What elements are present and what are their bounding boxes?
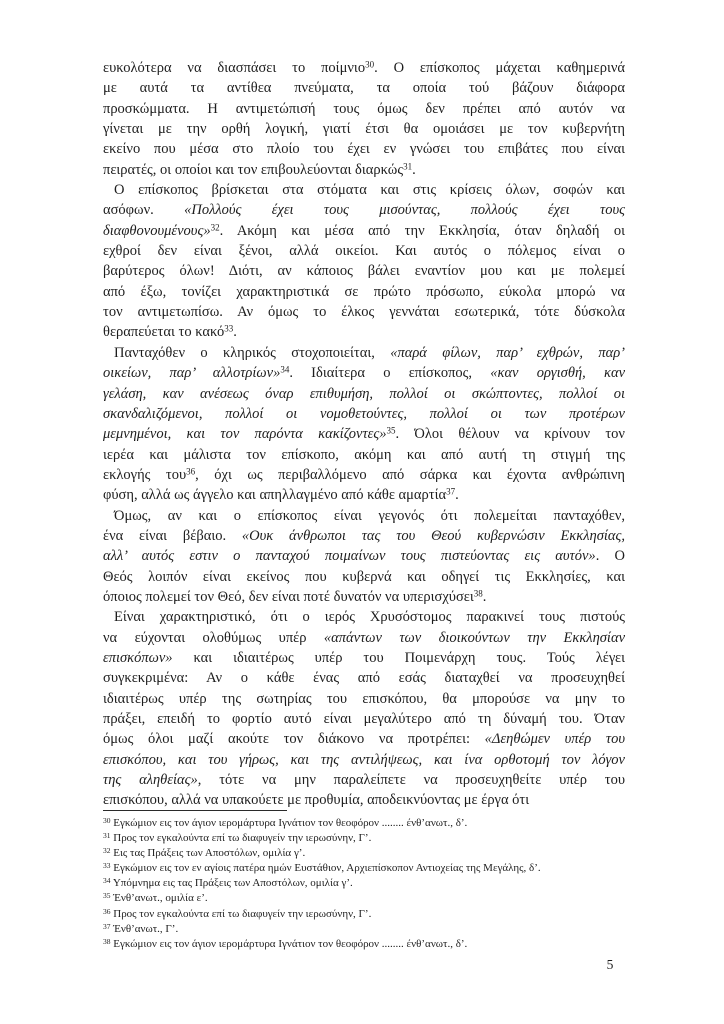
footnote-text: Ένθ’ανωτ., ομιλία ε’. [110,892,208,905]
body-line [103,750,625,770]
body-line [103,424,625,444]
body-line [103,221,625,241]
quoted-text: «παρά φίλων, παρ’ εχθρών, παρ’ [390,344,625,361]
body-line [103,689,625,709]
body-text-run: Ο επίσκοπος βρίσκεται στα στόματα και στις κρίσεις όλων, σοφών και [114,182,625,199]
body-text-run: . [412,161,416,178]
footnote [103,846,631,861]
body-text-run: . Ο επίσκοπος μάχεται καθημερινά [374,60,626,76]
quoted-text: «απάντων των διοικούντων την Εκκλησίαν [323,629,625,646]
body-line [103,99,625,119]
footnote-text: Προς τον εγκαλούντα επί τω διαφυγείν την ιερωσύνην, Γ’. [110,832,372,845]
footnote-number: 37 [103,921,111,931]
body-line [103,78,625,98]
footnote-reference: 38 [473,588,483,599]
footnote-text: Εγκώμιον εις τον εν αγίοις πατέρα ημών Ευστάθιον, Αρχιεπίσκοπον Αντιοχείας της Μεγάλης, δ’. [110,862,541,875]
quoted-text: διαφθονουμένους» [103,222,211,239]
body-text-run: . Ακόμη και μέσα από την Εκκλησία, όταν δηλαδή οι [219,222,625,239]
footnote-reference: 34 [280,364,290,375]
body-text-run: . Όλοι θέλουν να κρίνουν τον [395,426,625,443]
footnotes-list [103,816,631,952]
body-line [103,282,625,302]
quoted-text: «Πολλούς έχει τους μισούντας, πολλούς έχει τους [184,202,625,219]
body-text-run: . [233,324,237,341]
footnote [103,922,631,937]
body-text-run: ιερέα και μάλιστα τον επίσκοπο, ακόμη και από αυτή τη στιγμή της [103,446,625,463]
body-line [103,363,625,383]
quoted-text: αλλ’ αυτός εστιν ο πανταχού ποιμαίνων τους πιστεύοντας εις αυτόν» [103,548,596,565]
footnote-reference: 37 [446,486,456,497]
body-text-run: φύση, αλλά ως άγγελο και απηλλαγμένο από κάθε αμαρτία [103,487,447,504]
body-text-run: ασόφων. [103,202,185,219]
body-text-run: , τότε να μην παραλείπετε να προσευχηθείτε υπέρ του [197,772,626,789]
footnote [103,831,631,846]
quoted-text: επισκόπων» [103,649,173,666]
body-text-run: θεραπεύεται το κακό [103,324,225,341]
body-text-run: με αυτά τα αντίθεα πνεύματα, τα οποία τού βάζουν διάφορα [103,80,625,97]
body-line [103,241,625,261]
quoted-text: γελάση, καν ανέσεως όναρ επιθυμήση, πολλοί οι σκώπτοντες, πολλοί οι [103,385,625,402]
footnote-reference: 33 [224,323,234,334]
body-line [103,119,625,139]
quoted-text: «Ουκ άνθρωποι τας του Θεού κυβερνώσιν Εκκλησίας, [241,527,625,544]
paragraph [103,180,625,343]
body-text-run: εχθροί δεν είναι ξένοι, αλλά οικείοι. Και αυτός ο πόλεμος είναι ο [103,243,625,260]
quoted-text: σκανδαλιζόμενοι, πολλοί οι νομοθετούντες, πολλοί οι των προτέρων [103,405,625,422]
paragraph [103,607,625,810]
footnote [103,876,631,891]
body-line [103,790,625,810]
body-text-run: . [482,588,487,605]
body-line [103,668,625,688]
body-line [103,587,625,607]
body-line [103,404,625,424]
body-line [103,506,625,526]
footnote-number: 34 [103,876,111,886]
footnote-number: 38 [103,936,111,946]
body-text-run: πράξει, επειδή το φορτίο αυτό είναι μεγαλύτερο από τη δύναμή του. Όταν [103,711,625,727]
footnote-text: Ένθ’ανωτ., Γ’. [110,922,179,935]
body-text-run: . Ιδιαίτερα ο επίσκοπος, [289,365,491,382]
footnote-reference: 30 [365,59,375,70]
body-text-run: ιδιαιτέρως υπέρ της σωτηρίας του επισκόπου, θα μπορούσε να μην το [103,690,625,707]
body-line [103,302,625,322]
body-line [103,58,625,78]
footnote [103,907,631,922]
body-text-run: από έξω, τονίζει χαρακτηριστικά σε πρώτο πρόσωπο, εύκολα μπορώ να [103,283,625,300]
footnote-text: Εις τας Πράξεις των Αποστόλων, ομιλία γ’. [110,847,306,860]
body-line [103,180,625,200]
body-text-run: όμως όλοι μαζί ακούτε τον διάκονο να προτρέπει: [103,731,485,748]
body-line [103,526,625,546]
footnote-number: 36 [103,906,111,916]
body-text-run: εκείνο που μέσα στο πλοίο του έχει εν γνώσει του επιβάτες που είναι [103,141,625,158]
body-text-run: . [455,487,459,504]
footnote-text: Εγκώμιον εις τον άγιον ιερομάρτυρα Ιγνάτιον τον θεοφόρον ........ ένθ’ανωτ., δ’. [110,817,468,829]
footnote-separator [103,810,287,811]
footnote-number: 32 [103,846,111,856]
footnote-number: 30 [103,816,111,825]
footnote-text: Υπόμνημα εις τας Πράξεις των Αποστόλων, ομιλία γ’. [110,877,353,890]
body-line [103,567,625,587]
body-line [103,709,625,729]
footnote [103,816,631,831]
quoted-text: «καν οργισθή, καν [490,365,625,382]
body-line [103,322,625,342]
body-text-run: πειρατές, οι οποίοι και τον επιβουλεύονται διαρκώς [103,161,404,178]
footnote [103,937,631,952]
body-text-run: εκλογής του [103,466,187,483]
body-text-run: γίνεται με την ορθή λογική, γιατί έτσι θα ομοιάσει με τον κυβερνήτη [103,121,625,138]
footnote-reference: 35 [386,425,396,436]
footnote-reference: 36 [186,466,196,477]
footnote-number: 35 [103,891,111,901]
footnote-reference: 31 [403,161,413,172]
quoted-text: «Δεηθώμεν υπέρ του [484,731,625,748]
body-line [103,465,625,485]
body-line [103,139,625,159]
body-text-run: επισκόπου, αλλά να υπακούετε με προθυμία, αποδεικνύοντας με έργα ότι [103,792,530,809]
body-text-run: να εύχονται ολοθύμως υπέρ [103,629,324,646]
body-line [103,770,625,790]
body-line [103,607,625,627]
body-text-run: τον αντιμετωπίσω. Αν όμως το έλκος γεννάται εσωτερικά, τότε δύσκολα [103,304,625,321]
paragraph [103,506,625,608]
footnote-text: Εγκώμιον εις τον άγιον ιερομάρτυρα Ιγνάτιον τον θεοφόρον ........ ένθ’ανωτ., δ’. [110,937,468,950]
footnote [103,891,631,906]
footnote-text: Προς τον εγκαλούντα επί τω διαφυγείν την ιερωσύνην, Γ’. [110,907,372,920]
body-text-run: . Ο [595,548,625,565]
body-text-run: όποιος πολεμεί τον Θεό, δεν είναι ποτέ δυνατόν να υπερισχύσει [103,588,474,605]
body-text-run: βαρύτερος όλων! Διότι, αν κάποιος βάλει εναντίον μου και με πολεμεί [103,263,625,280]
footnote-number: 33 [103,861,111,871]
body-text-run: Θεός λοιπόν είναι εκείνος που κυβερνά και οδηγεί τις Εκκλησίες, και [103,568,625,585]
body-line [103,445,625,465]
paragraph [103,343,625,506]
body-text-run: , όχι ως περιβαλλόμενο από σάρκα και έχοντα ανθρώπινη [195,466,625,483]
body-text-run: Όμως, αν και ο επίσκοπος είναι γεγονός ότι πολεμείται πανταχόθεν, [114,507,625,524]
paragraph [103,58,625,180]
body-line [103,384,625,404]
footnote-reference: 32 [210,222,220,233]
body-line [103,729,625,749]
body-line [103,200,625,220]
quoted-text: μεμνημένοι, και τον παρόντα κακίζοντες» [103,426,387,443]
quoted-text: της αληθείας» [103,772,198,789]
document-body [103,58,625,811]
body-text-run: Είναι χαρακτηριστικό, ότι ο ιερός Χρυσόστομος παρακινεί τους πιστούς [114,609,625,626]
quoted-text: επισκόπου, και του γήρως, και της αντιλήψεως, και ίνα ορθοτομή τον λόγον [103,751,625,768]
footnote-number: 31 [103,831,111,841]
body-line [103,343,625,363]
body-line [103,628,625,648]
body-text-run: ευκολότερα να διασπάσει το ποίμνιο [103,60,366,76]
quoted-text: οικείων, παρ’ αλλοτρίων» [103,365,281,382]
body-text-run: ένα είναι βέβαιο. [103,527,242,544]
body-line [103,546,625,566]
body-text-run: συγκεκριμένα: Αν ο κάθε ένας από εσάς διαταχθεί να προσευχηθεί [103,670,625,687]
body-line [103,648,625,668]
body-line [103,160,625,180]
page-number: 5 [606,957,614,972]
body-line [103,485,625,505]
body-text-run: και ιδιαιτέρως υπέρ του Ποιμενάρχη τους. Τούς λέγει [172,649,625,666]
body-text-run: Πανταχόθεν ο κληρικός στοχοποιείται, [114,344,391,361]
body-line [103,261,625,281]
body-text-run: προσκώμματα. Η αντιμετώπισή τους όμως δεν πρέπει από αυτόν να [103,100,625,117]
footnote [103,861,631,876]
